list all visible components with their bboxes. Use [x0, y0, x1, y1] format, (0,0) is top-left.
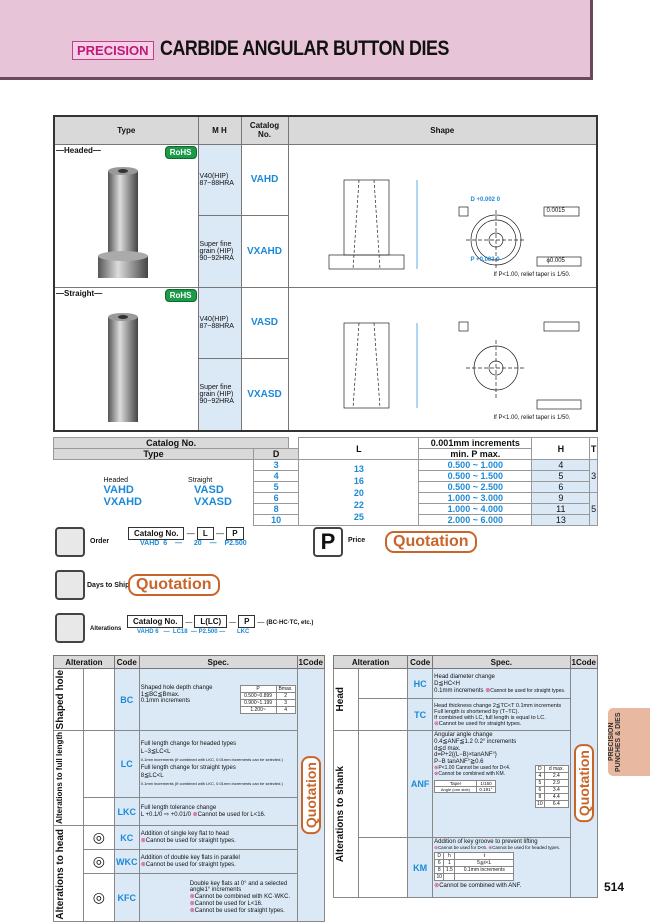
- t-value: 5: [590, 493, 598, 526]
- truck-icon: [55, 570, 85, 600]
- catalog-vxahd[interactable]: VXAHD: [241, 216, 288, 288]
- section-tab[interactable]: [608, 708, 650, 776]
- code-vxasd: VXASD: [194, 496, 232, 509]
- code-hc[interactable]: HC: [408, 669, 433, 699]
- order-example-p: P2.500: [224, 540, 247, 547]
- type-label: —Straight—: [56, 288, 103, 298]
- quotation-badge: Quotation: [574, 744, 594, 822]
- order-field-p: P: [226, 527, 243, 540]
- t-header: T: [590, 438, 598, 460]
- order-format: Catalog No. — L — P VAHD 6 — 20 — P2.500: [128, 527, 247, 547]
- group-shaped-hole: Shaped hole: [55, 670, 66, 730]
- alteration-format: Catalog No. — L(LC) — P — (BC·HC·TC, etc.) VAHD 6 — LC18 — P2.500 — LKC: [127, 615, 313, 635]
- drill-icon: [55, 613, 85, 643]
- col-type: Type: [54, 116, 198, 144]
- d-tolerance: D +0.002 0: [470, 196, 501, 203]
- col-1code: 1Code: [571, 657, 596, 667]
- kc-spec: Addition of single key flat to head ⊗Cannot be used for straight types.: [139, 826, 297, 850]
- h-value: 13: [532, 515, 590, 526]
- kc-icon: ◎: [84, 826, 115, 850]
- quotation-cell: [297, 669, 324, 922]
- col-1code: 1Code: [298, 657, 323, 667]
- code-vahd: VAHD: [103, 484, 134, 497]
- days-label: Days to Ship: [87, 582, 130, 589]
- col-alteration: Alteration: [54, 656, 115, 669]
- bc-spec: Shaped hole depth change 1≦BC≦Bmax. 0.1mm increments P Bmax. 0.500~0.899 2 0.900~1.199 3 1.200~ 4: [139, 669, 297, 731]
- type-header: Type: [54, 449, 254, 460]
- price-icon: P: [313, 527, 343, 557]
- page-number: 514: [604, 880, 625, 894]
- product-table: [53, 115, 598, 432]
- alt-field-codes: (BC·HC·TC, etc.): [266, 620, 314, 626]
- kfc-icon: ◎: [84, 874, 115, 922]
- p-header2: min. P max.: [419, 449, 532, 460]
- type-codes: [54, 460, 254, 526]
- h-value: 11: [532, 504, 590, 515]
- alt-field-p: P: [238, 615, 255, 628]
- p-range: 1.000 ~ 4.000: [419, 504, 532, 515]
- group-full-length: Alterations to full length: [55, 732, 64, 825]
- wkc-spec: Addition of double key flats in parallel ⊗Cannot be used for straight types.: [139, 850, 297, 874]
- catalog-vasd[interactable]: VASD: [241, 287, 288, 359]
- headed-label: Headed: [103, 477, 129, 485]
- col-shape: Shape: [288, 116, 597, 144]
- p-range: 0.500 ~ 1.000: [419, 460, 532, 471]
- type-headed: [54, 144, 198, 287]
- l-header: L: [299, 438, 419, 460]
- code-tc[interactable]: TC: [408, 699, 433, 731]
- tc-spec: Head thickness change 2≦TC<T 0.1mm increments Full length is shortened by (T−TC). If combined with LC, full length is equal to LC. ⊗Cannot be used for straight types.: [433, 699, 570, 731]
- material-v40: V40(HIP) 87~88HRA: [198, 287, 241, 359]
- kfc-spec: Double key flats at 0° and a selected angle1° increments ⊗Cannot be combined with KC·WKC. ⊗Cannot be used for L<16. ⊗Cannot be used for straight types.: [139, 874, 297, 922]
- p-range: 2.000 ~ 6.000: [419, 515, 532, 526]
- bc-diagram: [84, 669, 115, 731]
- alt-field-catalog: Catalog No.: [127, 615, 183, 628]
- rohs-badge: RoHS: [165, 146, 197, 159]
- alt-field-l: L(LC): [194, 615, 227, 628]
- headed-die-image: [56, 159, 196, 284]
- shape-straight: [288, 287, 597, 431]
- col-spec: Spec.: [433, 656, 570, 669]
- anf-spec: Angular angle change 0.4≦ANF≦1.2 0.2° increments d≦d max. d=P+2{(L−B)×tanANF°} P−B tanANF°≧0.6 ⊗P<1.00 Cannot be used for D<4. ⊗Cannot be combined with KM. Taper 1/150 Angle (one side) 0.191° D d max. 4 2.4 5 2.9 6 3.4 8 4.4 10 6.4: [433, 731, 570, 838]
- phone-icon: [55, 527, 85, 557]
- d-value: 3: [254, 460, 299, 471]
- group-head: Head: [335, 687, 346, 712]
- code-kc[interactable]: KC: [114, 826, 139, 850]
- headed-drawing: [289, 145, 589, 285]
- col-spec: Spec.: [139, 656, 297, 669]
- order-field-l: L: [197, 527, 214, 540]
- col-code: Code: [408, 656, 433, 669]
- type-straight: [54, 287, 198, 431]
- code-lc[interactable]: LC: [114, 731, 139, 798]
- t-value: 3: [590, 460, 598, 493]
- col-code: Code: [114, 656, 139, 669]
- p-header: 0.001mm increments: [419, 438, 532, 449]
- p-range: 0.500 ~ 1.500: [419, 471, 532, 482]
- quotation-cell: [570, 669, 597, 898]
- section-tab-label: PRECISION PUNCHES & DIES: [608, 712, 622, 772]
- h-header: H: [532, 438, 590, 460]
- l-values: 13 16 20 22 25: [299, 460, 419, 526]
- p-range: 1.000 ~ 3.000: [419, 493, 532, 504]
- d-value: 10: [254, 515, 299, 526]
- code-lkc[interactable]: LKC: [114, 797, 139, 826]
- col-catalog: Catalog No.: [241, 116, 288, 144]
- code-wkc[interactable]: WKC: [114, 850, 139, 874]
- group-head: Alterations to head: [55, 828, 66, 920]
- catalog-vxasd[interactable]: VXASD: [241, 359, 288, 431]
- col-material: M H: [198, 116, 241, 144]
- precision-badge: PRECISION: [72, 41, 154, 60]
- taper-note: If P<1.00, relief taper is 1/50.: [493, 271, 571, 278]
- lkc-spec: Full length tolerance change L +0.1/0 ⇨ +0.01/0 ⊗Cannot be used for L<16.: [139, 797, 297, 826]
- code-vxahd: VXAHD: [103, 496, 143, 509]
- rohs-badge: RoHS: [165, 289, 197, 302]
- straight-label: Straight: [188, 477, 213, 485]
- catalog-vahd[interactable]: VAHD: [241, 144, 288, 216]
- material-v40: V40(HIP) 87~88HRA: [198, 144, 241, 216]
- hc-spec: Head diameter change D≦HC<H 0.1mm increments ⊗Cannot be used for straight types.: [433, 669, 570, 699]
- km-spec: Addition of key groove to prevent lifting ⊗Cannot be used for D<6. ⊗Cannot be used for headed types. D h ℓ 6 1 5≦ℓ<L 8 1.5 0.1mm increments 10 ⊗Cannot be combined with ANF.: [433, 838, 570, 898]
- h-value: 4: [532, 460, 590, 471]
- wkc-icon: ◎: [84, 850, 115, 874]
- order-example-catalog: VAHD 6: [140, 540, 168, 547]
- material-superfine: Super fine grain (HIP) 90~92HRA: [198, 216, 241, 288]
- quotation-badge: Quotation: [301, 756, 321, 834]
- group-shank: Alterations to shank: [335, 765, 346, 863]
- code-anf[interactable]: ANF: [408, 731, 433, 838]
- shape-headed: [288, 144, 597, 287]
- col-alteration: Alteration: [334, 656, 408, 669]
- p-range: 0.500 ~ 2.500: [419, 482, 532, 493]
- d-value: 5: [254, 482, 299, 493]
- order-field-catalog: Catalog No.: [128, 527, 184, 540]
- code-km[interactable]: KM: [408, 838, 433, 898]
- d-value: 4: [254, 471, 299, 482]
- position-value: ϕ0.005: [546, 257, 565, 264]
- straight-drawing: [289, 288, 589, 428]
- p-tolerance: P +0.003 0: [470, 256, 500, 263]
- d-value: 6: [254, 493, 299, 504]
- straight-die-image: [56, 302, 196, 427]
- alterations-table-left: [53, 655, 325, 922]
- page-title: CARBIDE ANGULAR BUTTON DIES: [160, 37, 450, 60]
- material-superfine: Super fine grain (HIP) 90~92HRA: [198, 359, 241, 431]
- code-vasd: VASD: [194, 484, 224, 497]
- alterations-table-right: [333, 655, 598, 898]
- taper-note: If P<1.00, relief taper is 1/50.: [493, 414, 571, 421]
- order-example-l: 20: [193, 540, 202, 547]
- alterations-label: Alterations: [90, 626, 122, 632]
- code-bc[interactable]: BC: [114, 669, 139, 731]
- type-label: —Headed—: [56, 145, 101, 155]
- size-table: [53, 437, 598, 526]
- d-value: 8: [254, 504, 299, 515]
- days-quotation: Quotation: [128, 574, 220, 596]
- code-kfc[interactable]: KFC: [114, 874, 139, 922]
- lc-spec: Full length change for headed types L−3≦LC<L 0.1mm increments (If combined with LKC, 0.01mm increments can be selected.) Full length change for straight types 8≦LC<L 0.1mm increments (If combined with LKC, 0.01mm increments can be selected.): [139, 731, 297, 798]
- runout-value: 0.0015: [546, 207, 565, 214]
- order-label: Order: [90, 538, 110, 545]
- h-value: 9: [532, 493, 590, 504]
- price-label: Price: [348, 537, 366, 544]
- price-quotation: Quotation: [385, 531, 477, 553]
- h-value: 6: [532, 482, 590, 493]
- d-header: D: [254, 449, 299, 460]
- h-value: 5: [532, 471, 590, 482]
- catalog-header: Catalog No.: [54, 438, 289, 449]
